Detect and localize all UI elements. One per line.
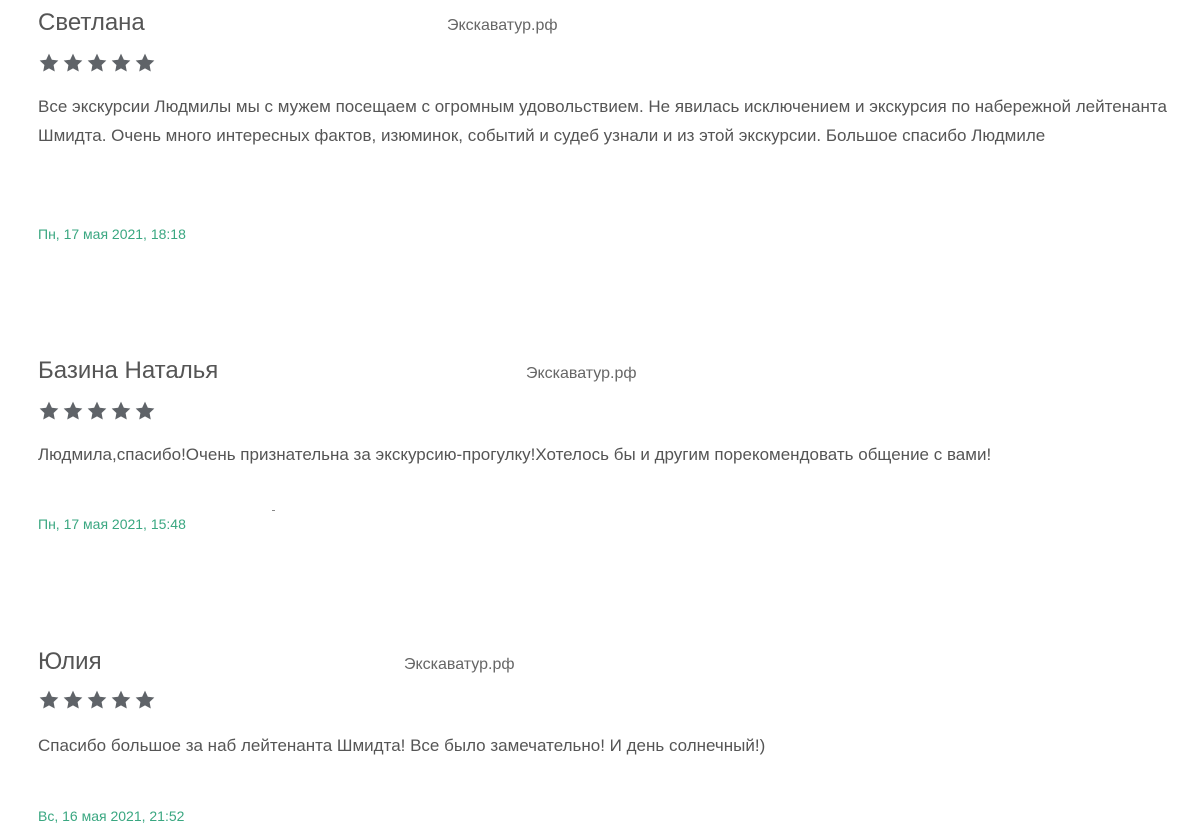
review-header (38, 356, 1178, 390)
star-icon (134, 689, 156, 711)
star-icon (38, 52, 60, 74)
review-text: Спасибо большое за наб лейтенанта Шмидта! Все было замечательно! И день солнечный!) (38, 736, 766, 755)
review-date: Вс, 16 мая 2021, 21:52 (38, 808, 185, 824)
star-icon (86, 689, 108, 711)
watermark: Экскаватур.рф (404, 656, 515, 673)
review-header (38, 647, 1178, 681)
review-author: Юлия (38, 648, 102, 675)
review-date: Пн, 17 мая 2021, 18:18 (38, 226, 186, 242)
review-text: Людмила,спасибо!Очень признательна за экскурсию-прогулку!Хотелось бы и другим порекомендовать общение с вами! (38, 445, 992, 464)
rating-stars (38, 400, 156, 422)
review-date: Пн, 17 мая 2021, 15:48 (38, 516, 186, 532)
star-icon (38, 689, 60, 711)
star-icon (62, 689, 84, 711)
star-icon (134, 52, 156, 74)
star-icon (38, 400, 60, 422)
star-icon (86, 400, 108, 422)
review-item (38, 647, 1178, 824)
review-item (38, 8, 1178, 242)
review-text: Все экскурсии Людмилы мы с мужем посещаем с огромным удовольствием. Не явилась исключением и экскурсия по набережной лейтенанта Шмидта. Очень много интересных фактов, изюминок, событий и судеб узнали и из этой экскурсии. Большое спасибо Людмиле (38, 97, 1167, 145)
star-icon (110, 52, 132, 74)
review-item (38, 356, 1178, 532)
star-icon (62, 52, 84, 74)
watermark: Экскаватур.рф (447, 17, 558, 34)
rating-stars (38, 689, 156, 711)
star-icon (86, 52, 108, 74)
review-author: Базина Наталья (38, 357, 219, 384)
rating-stars (38, 52, 156, 74)
star-icon (110, 689, 132, 711)
review-header (38, 8, 1178, 42)
star-icon (134, 400, 156, 422)
review-author: Светлана (38, 9, 145, 36)
watermark: Экскаватур.рф (526, 365, 637, 382)
star-icon (110, 400, 132, 422)
divider (272, 510, 275, 511)
star-icon (62, 400, 84, 422)
